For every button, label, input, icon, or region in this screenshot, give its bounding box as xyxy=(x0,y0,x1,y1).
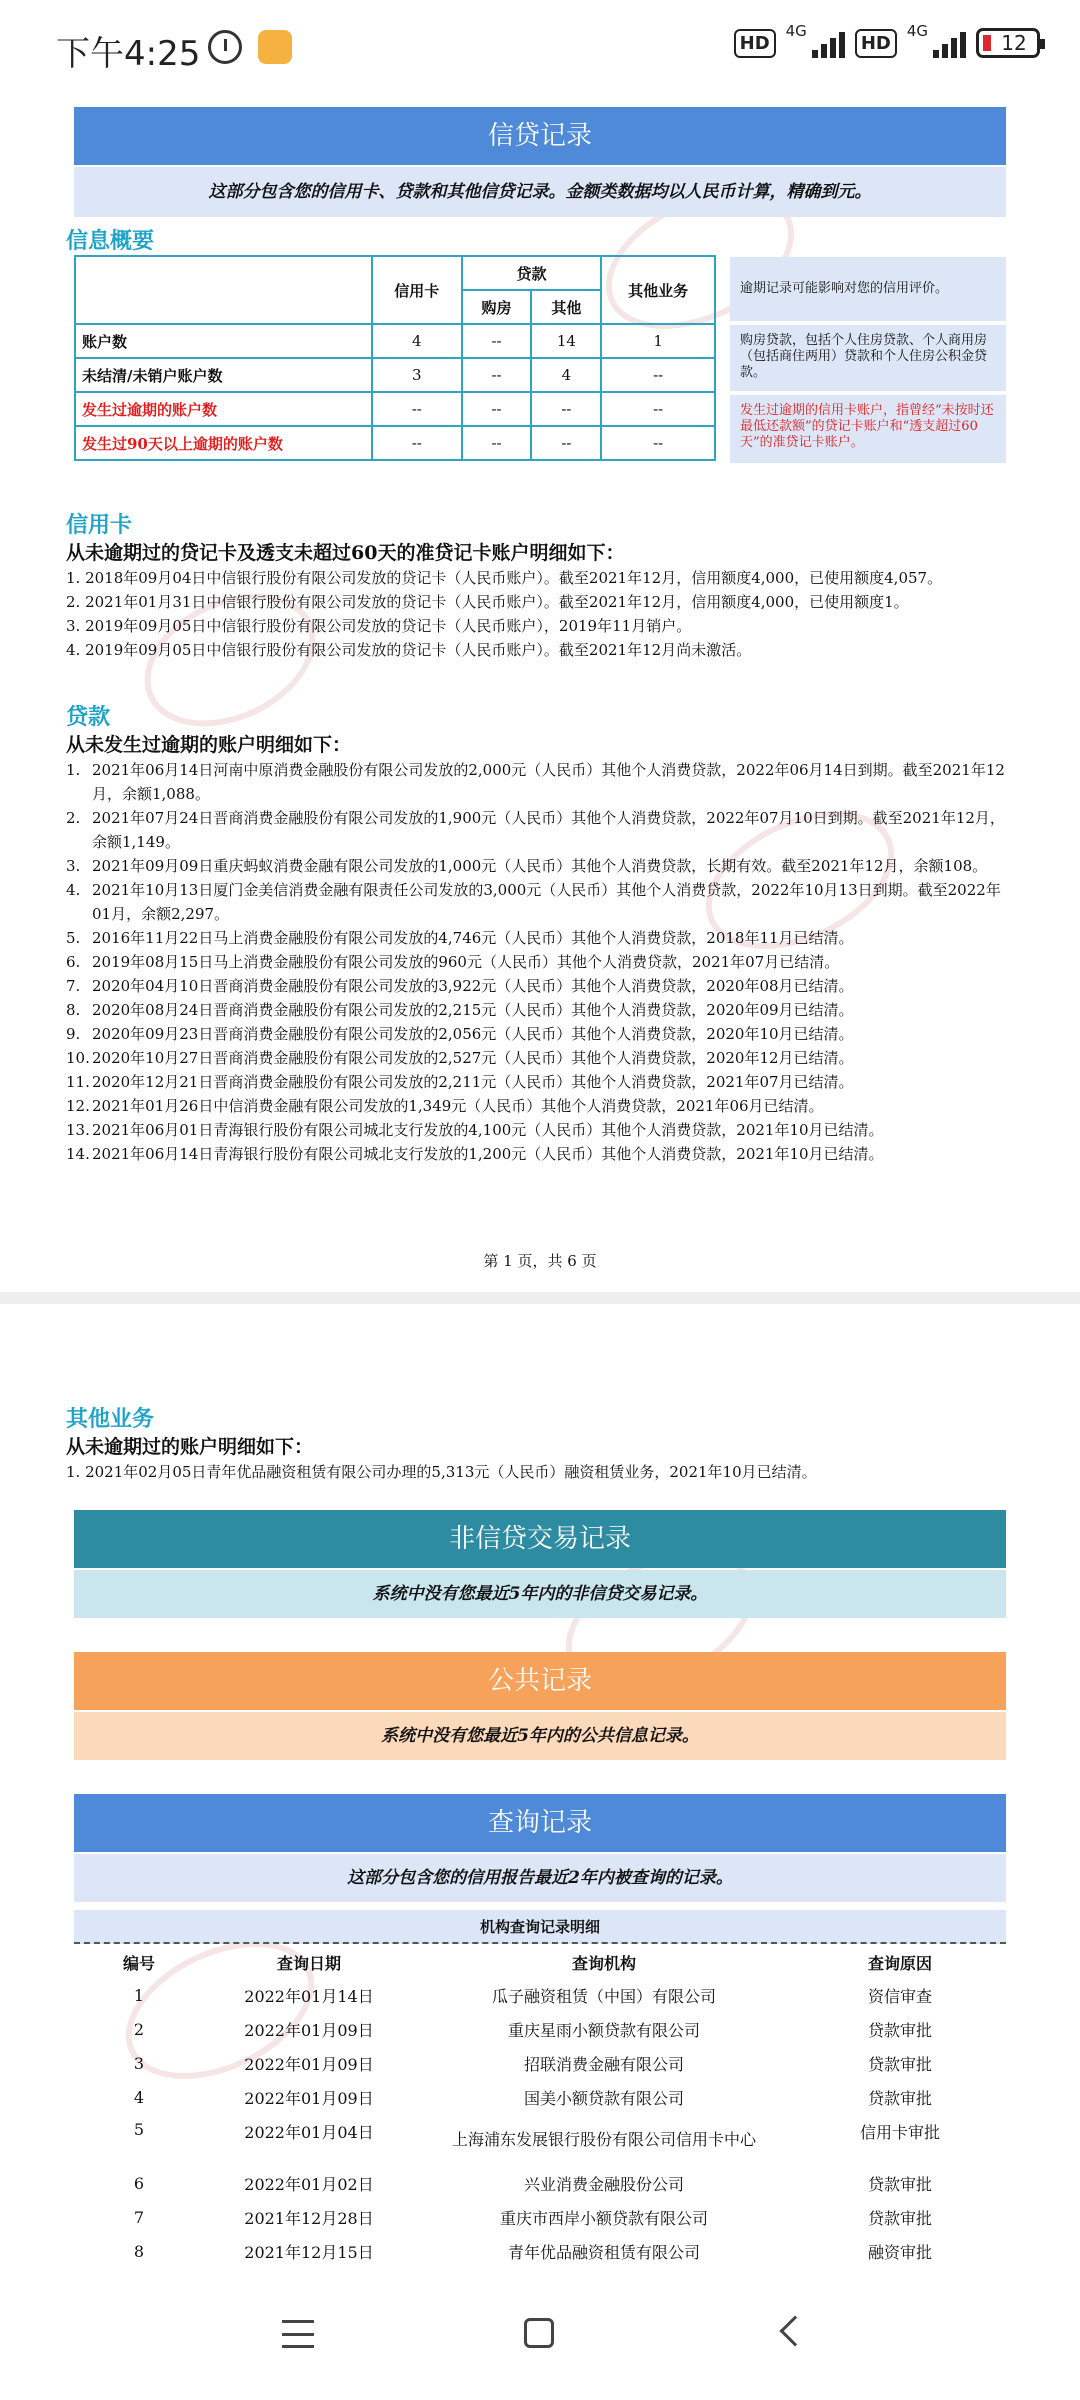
loan-section-title: 贷款 xyxy=(66,705,111,730)
overview-note-1: 逾期记录可能影响对您的信用评价。 xyxy=(730,257,1006,321)
battery-icon xyxy=(976,28,1040,58)
public-records-title: 公共记录 xyxy=(487,1666,592,1696)
col-institution: 查询机构 xyxy=(571,1953,636,1973)
hd-badge-1: HD xyxy=(734,29,776,58)
table-row: 4 2022年01月09日 国美小额贷款有限公司 贷款审批 xyxy=(133,2087,932,2108)
cell: -- xyxy=(531,392,601,426)
public-records-subtitle: 系统中没有您最近5年内的公共信息记录。 xyxy=(74,1712,1006,1760)
list-item: 13. 2021年06月01日青海银行股份有限公司城北支行发放的4,100元（人民币）其他个人消费贷款，2021年10月已结清。 xyxy=(66,1121,884,1139)
query-records-header xyxy=(74,1794,1006,1852)
list-item: 1. 2021年06月14日河南中原消费金融股份有限公司发放的2,000元（人民币）其他个人消费贷款，2022年06月14日到期。截至2021年12月，余额1,088。 xyxy=(66,761,1005,803)
table-row: 5 2022年01月04日 上海浦东发展银行股份有限公司信用卡中心 信用卡审批 xyxy=(133,2120,940,2149)
cell: -- xyxy=(601,426,715,460)
list-item: 2. 2021年07月24日晋商消费金融股份有限公司发放的1,900元（人民币）其他个人消费贷款，2022年07月10日到期。截至2021年12月，余额1,149。 xyxy=(66,809,1005,851)
col-other: 其他 xyxy=(531,290,601,324)
cell: -- xyxy=(462,358,532,392)
cell: -- xyxy=(601,392,715,426)
overview-note-2: 购房贷款，包括个人住房贷款、个人商用房（包括商住两用）贷款和个人住房公积金贷款。 xyxy=(730,325,1006,391)
other-biz-heading: 从未逾期过的账户明细如下： xyxy=(66,1436,314,1458)
col-housing: 购房 xyxy=(462,290,532,324)
query-records-subtitle: 这部分包含您的信用报告最近2年内被查询的记录。 xyxy=(74,1854,1006,1902)
list-item: 3. 2021年09月09日重庆蚂蚁消费金融有限公司发放的1,000元（人民币）其他个人消费贷款，长期有效。截至2021年12月，余额108。 xyxy=(66,857,988,875)
list-item: 2. 2021年01月31日中信银行股份有限公司发放的贷记卡（人民币账户）。截至2021年12月，信用额度4,000，已使用额度1。 xyxy=(66,593,909,611)
list-item: 8. 2020年08月24日晋商消费金融股份有限公司发放的2,215元（人民币）其他个人消费贷款，2020年09月已结清。 xyxy=(66,1001,854,1019)
home-button[interactable] xyxy=(524,2318,554,2348)
credit-card-list xyxy=(66,566,1006,662)
cell: -- xyxy=(462,324,532,358)
cell: -- xyxy=(372,426,462,460)
list-item: 9. 2020年09月23日晋商消费金融股份有限公司发放的2,056元（人民币）其他个人消费贷款，2020年10月已结清。 xyxy=(66,1025,854,1043)
cell: -- xyxy=(372,392,462,426)
row-label: 账户数 xyxy=(75,324,372,358)
public-records-header xyxy=(74,1652,1006,1710)
query-records-title: 查询记录 xyxy=(487,1808,592,1838)
table-row: 1 2022年01月14日 瓜子融资租赁（中国）有限公司 资信审查 xyxy=(133,1985,932,2006)
row-label: 未结清/未销户账户数 xyxy=(75,358,372,392)
overview-table xyxy=(74,255,716,461)
other-biz-list xyxy=(66,1460,1006,1484)
col-card: 信用卡 xyxy=(372,256,462,324)
list-item: 11. 2020年12月21日晋商消费金融股份有限公司发放的2,211元（人民币）其他个人消费贷款，2021年07月已结清。 xyxy=(66,1073,854,1091)
list-item: 4. 2021年10月13日厦门金美信消费金融有限责任公司发放的3,000元（人民币）其他个人消费贷款，2022年10月13日到期。截至2022年01月，余额2,297。 xyxy=(66,881,1001,923)
list-item: 1. 2018年09月04日中信银行股份有限公司发放的贷记卡（人民币账户）。截至2021年12月，信用额度4,000，已使用额度4,057。 xyxy=(66,569,943,587)
credit-records-subtitle: 这部分包含您的信用卡、贷款和其他信贷记录。金额类数据均以人民币计算，精确到元。 xyxy=(74,167,1006,217)
non-credit-subtitle: 系统中没有您最近5年内的非信贷交易记录。 xyxy=(74,1570,1006,1618)
cell: -- xyxy=(462,392,532,426)
col-date: 查询日期 xyxy=(276,1953,341,1973)
cell: 4 xyxy=(372,324,462,358)
credit-records-title: 信贷记录 xyxy=(487,121,592,151)
page-number: 第 1 页，共 6 页 xyxy=(483,1252,597,1270)
table-row xyxy=(75,426,715,460)
navigation-bar xyxy=(0,2270,1080,2400)
cell: -- xyxy=(531,426,601,460)
table-row: 3 2022年01月09日 招联消费金融有限公司 贷款审批 xyxy=(133,2053,932,2074)
non-credit-header xyxy=(74,1510,1006,1568)
col-other-biz: 其他业务 xyxy=(601,256,715,324)
col-loan: 贷款 xyxy=(462,256,602,290)
list-item: 10. 2020年10月27日晋商消费金融股份有限公司发放的2,527元（人民币）其他个人消费贷款，2020年12月已结清。 xyxy=(66,1049,854,1067)
credit-card-section-title: 信用卡 xyxy=(66,513,133,538)
network-type-1: 4G xyxy=(785,22,807,40)
loan-list xyxy=(66,758,1006,1166)
credit-records-header xyxy=(74,107,1006,165)
back-button[interactable] xyxy=(779,2315,810,2346)
table-row xyxy=(75,392,715,426)
network-type-2: 4G xyxy=(906,22,928,40)
table-row xyxy=(75,324,715,358)
table-row: 8 2021年12月15日 青年优品融资租赁有限公司 融资审批 xyxy=(133,2241,932,2262)
row-label: 发生过90天以上逾期的账户数 xyxy=(75,426,372,460)
non-credit-title: 非信贷交易记录 xyxy=(448,1524,631,1554)
row-label: 发生过逾期的账户数 xyxy=(75,392,372,426)
credit-card-heading: 从未逾期过的贷记卡及透支未超过60天的准贷记卡账户明细如下： xyxy=(66,542,625,564)
cell: 1 xyxy=(601,324,715,358)
hd-badge-2: HD xyxy=(855,29,897,58)
alarm-icon xyxy=(208,30,242,64)
table-row: 6 2022年01月02日 兴业消费金融股份公司 贷款审批 xyxy=(133,2173,932,2194)
overview-note-3: 发生过逾期的信用卡账户，指曾经“未按时还最低还款额”的贷记卡账户和“透支超过60天”的准贷记卡账户。 xyxy=(730,395,1006,463)
col-number: 编号 xyxy=(122,1953,155,1973)
signal-icon-2 xyxy=(906,22,966,58)
list-item: 4. 2019年09月05日中信银行股份有限公司发放的贷记卡（人民币账户）。截至2021年12月尚未激活。 xyxy=(66,641,752,659)
list-item: 12. 2021年01月26日中信消费金融有限公司发放的1,349元（人民币）其他个人消费贷款，2021年06月已结清。 xyxy=(66,1097,824,1115)
table-header-row xyxy=(74,1946,1006,1978)
query-table-title: 机构查询记录明细 xyxy=(74,1910,1006,1944)
cell: 14 xyxy=(531,324,601,358)
page-divider xyxy=(0,1292,1080,1304)
overview-title: 信息概要 xyxy=(66,229,155,254)
cell: 4 xyxy=(531,358,601,392)
table-row: 7 2021年12月28日 重庆市西岸小额贷款有限公司 贷款审批 xyxy=(133,2207,932,2228)
battery-level: 12 xyxy=(1001,31,1027,55)
cell: -- xyxy=(462,426,532,460)
signal-icon-1 xyxy=(785,22,845,58)
loan-heading: 从未发生过逾期的账户明细如下： xyxy=(66,734,352,756)
list-item: 7. 2020年04月10日晋商消费金融股份有限公司发放的3,922元（人民币）其他个人消费贷款，2020年08月已结清。 xyxy=(66,977,854,995)
list-item: 1. 2021年02月05日青年优品融资租赁有限公司办理的5,313元（人民币）融资租赁业务，2021年10月已结清。 xyxy=(66,1463,817,1481)
other-biz-title: 其他业务 xyxy=(66,1407,155,1432)
col-reason: 查询原因 xyxy=(867,1953,932,1973)
status-time: 下午4:25 xyxy=(56,34,201,74)
query-table xyxy=(74,1946,1006,2268)
table-row: 2 2022年01月09日 重庆星雨小额贷款有限公司 贷款审批 xyxy=(133,2019,932,2040)
list-item: 3. 2019年09月05日中信银行股份有限公司发放的贷记卡（人民币账户），2019年11月销户。 xyxy=(66,617,692,635)
table-row xyxy=(75,358,715,392)
list-item: 14. 2021年06月14日青海银行股份有限公司城北支行发放的1,200元（人民币）其他个人消费贷款，2021年10月已结清。 xyxy=(66,1145,884,1163)
list-item: 5. 2016年11月22日马上消费金融股份有限公司发放的4,746元（人民币）其他个人消费贷款，2018年11月已结清。 xyxy=(66,929,854,947)
status-bar xyxy=(0,0,1080,100)
recent-apps-button[interactable] xyxy=(282,2320,314,2348)
notification-app-icon xyxy=(258,30,292,64)
cell: 3 xyxy=(372,358,462,392)
list-item: 6. 2019年08月15日马上消费金融股份有限公司发放的960元（人民币）其他个人消费贷款，2021年07月已结清。 xyxy=(66,953,840,971)
table-corner xyxy=(75,256,372,324)
cell: -- xyxy=(601,358,715,392)
